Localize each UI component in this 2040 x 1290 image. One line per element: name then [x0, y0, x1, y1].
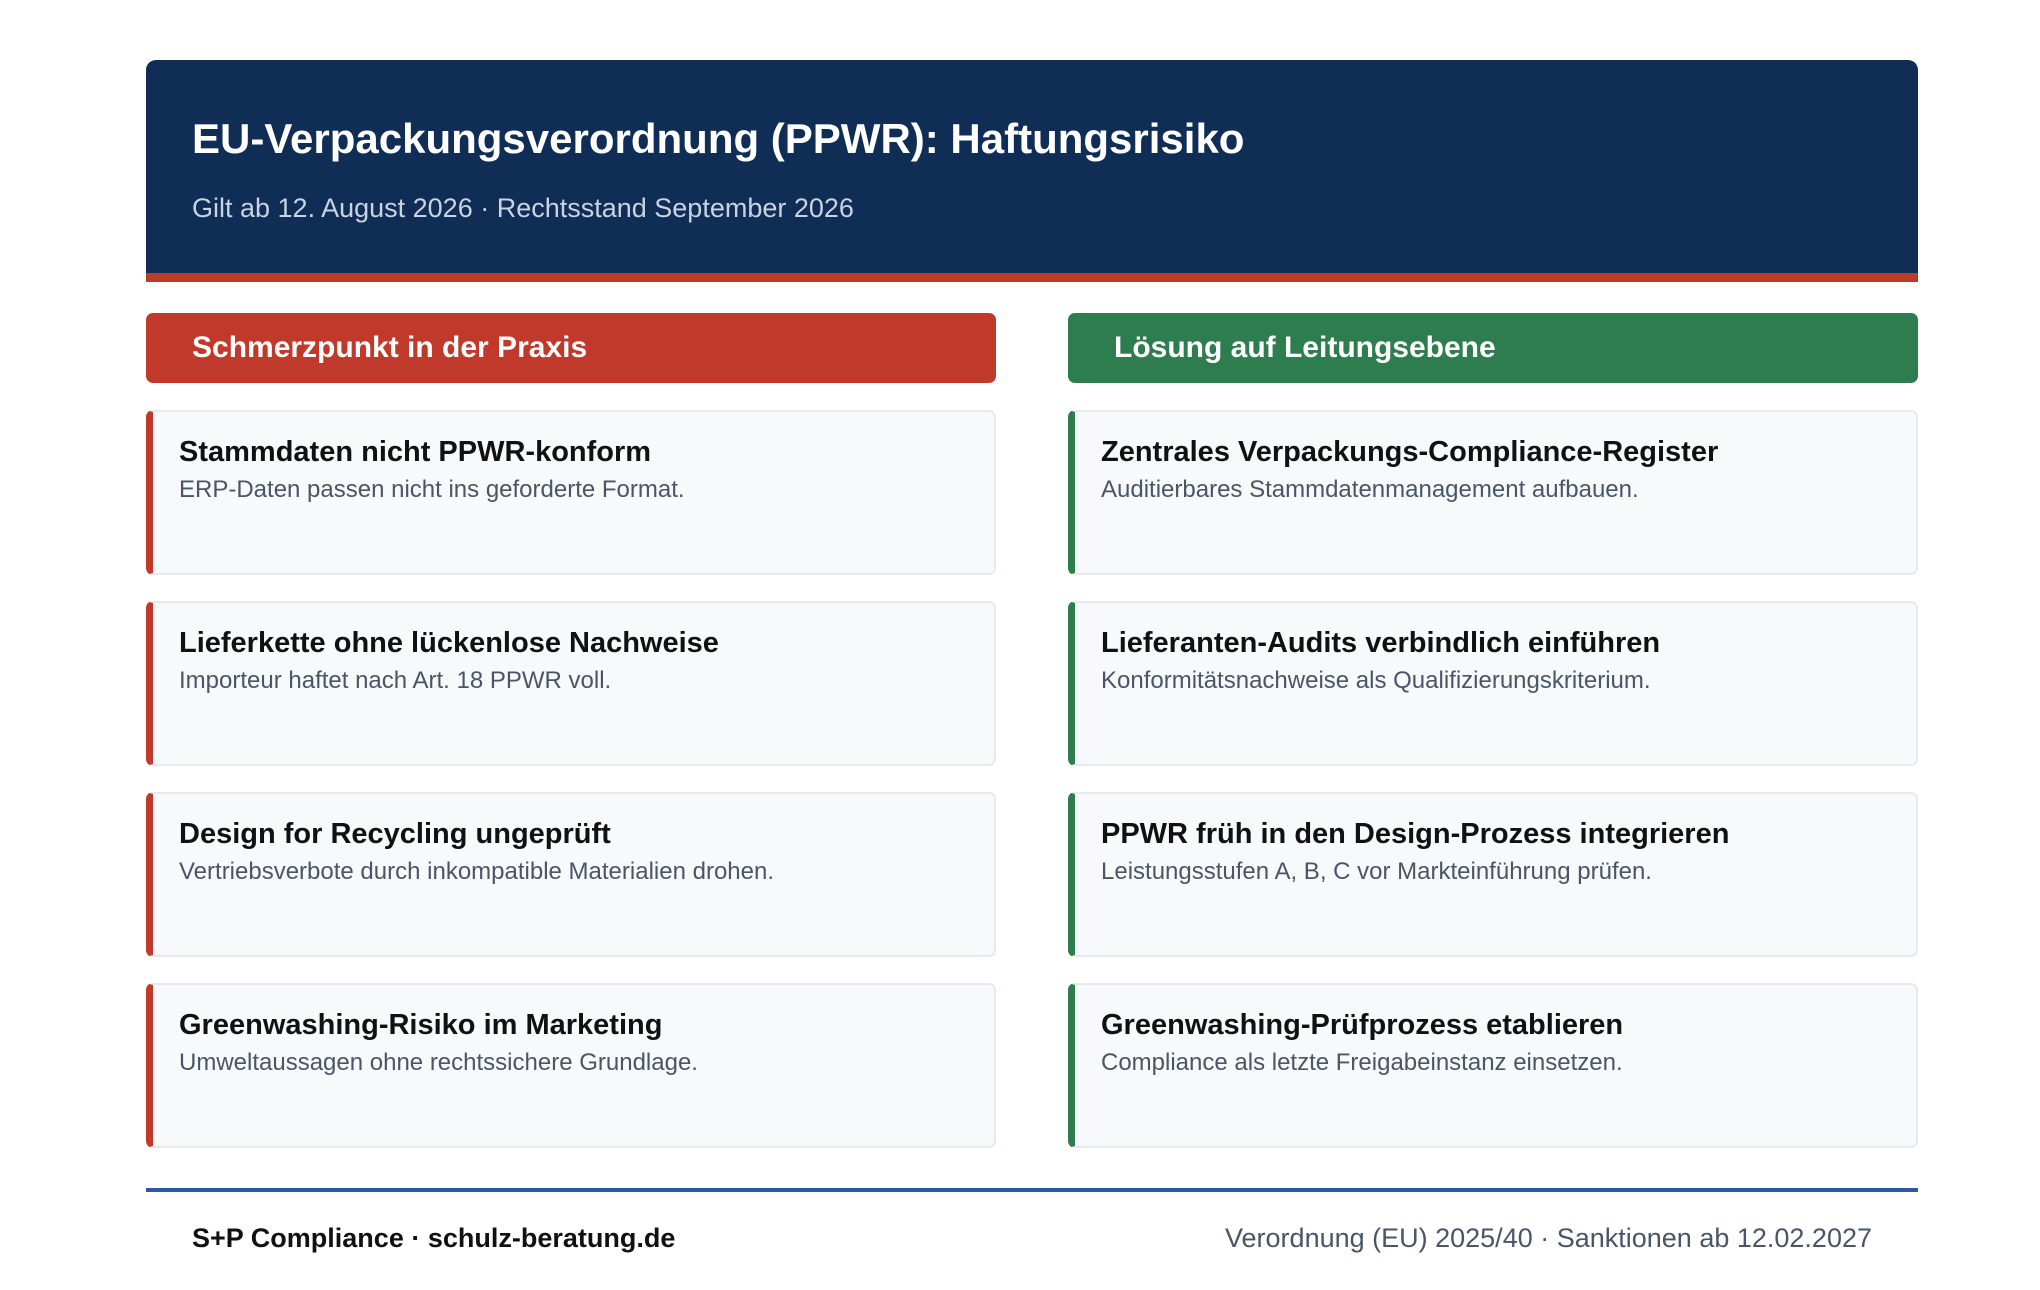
solution-card: [1068, 410, 1918, 575]
solution-column-heading: Lösung auf Leitungsebene: [1068, 313, 1918, 383]
solution-card-text: Auditierbares Stammdatenmanagement aufbauen.: [1101, 476, 1639, 503]
solution-card: [1068, 601, 1918, 766]
page-subtitle: Gilt ab 12. August 2026 · Rechtsstand September 2026: [192, 193, 854, 223]
header-divider: [146, 273, 1918, 282]
solution-card-title: Zentrales Verpackungs-Compliance-Register: [1101, 436, 1719, 468]
solution-card-title: Lieferanten-Audits verbindlich einführen: [1101, 627, 1661, 659]
comparison-columns: [146, 313, 1918, 1148]
solution-card-text: Compliance als letzte Freigabeinstanz einsetzen.: [1101, 1049, 1623, 1076]
problem-card: [146, 983, 996, 1148]
solution-card: [1068, 792, 1918, 957]
problem-card: [146, 410, 996, 575]
solution-column: [1068, 313, 1918, 1148]
page-title: EU-Verpackungsverordnung (PPWR): Haftungsrisiko: [192, 115, 1245, 162]
solution-card-title: PPWR früh in den Design-Prozess integrieren: [1101, 818, 1730, 850]
page: [146, 60, 1918, 1255]
solution-card-title: Greenwashing-Prüfprozess etablieren: [1101, 1009, 1624, 1041]
footer-divider: [146, 1188, 1918, 1192]
solution-card-text: Leistungsstufen A, B, C vor Markteinführung prüfen.: [1101, 858, 1652, 885]
problem-column: [146, 313, 996, 1148]
footer: [146, 1221, 1918, 1255]
problem-card: [146, 792, 996, 957]
header-banner: [146, 60, 1918, 273]
footer-legal-reference: Verordnung (EU) 2025/40 · Sanktionen ab 12.02.2027: [1225, 1223, 1872, 1253]
problem-card-text: Umweltaussagen ohne rechtssichere Grundlage.: [179, 1049, 698, 1076]
problem-card-text: ERP-Daten passen nicht ins geforderte Format.: [179, 476, 685, 503]
footer-brand: S+P Compliance · schulz-beratung.de: [192, 1223, 676, 1253]
problem-card-text: Importeur haftet nach Art. 18 PPWR voll.: [179, 667, 612, 694]
problem-card: [146, 601, 996, 766]
problem-card-title: Greenwashing-Risiko im Marketing: [179, 1009, 663, 1041]
problem-card-title: Design for Recycling ungeprüft: [179, 818, 611, 850]
solution-card-text: Konformitätsnachweise als Qualifizierungskriterium.: [1101, 667, 1651, 694]
solution-card: [1068, 983, 1918, 1148]
problem-card-title: Lieferkette ohne lückenlose Nachweise: [179, 627, 719, 659]
problem-card-title: Stammdaten nicht PPWR-konform: [179, 436, 652, 468]
problem-card-text: Vertriebsverbote durch inkompatible Materialien drohen.: [179, 858, 774, 885]
problem-column-heading: Schmerzpunkt in der Praxis: [146, 313, 996, 383]
